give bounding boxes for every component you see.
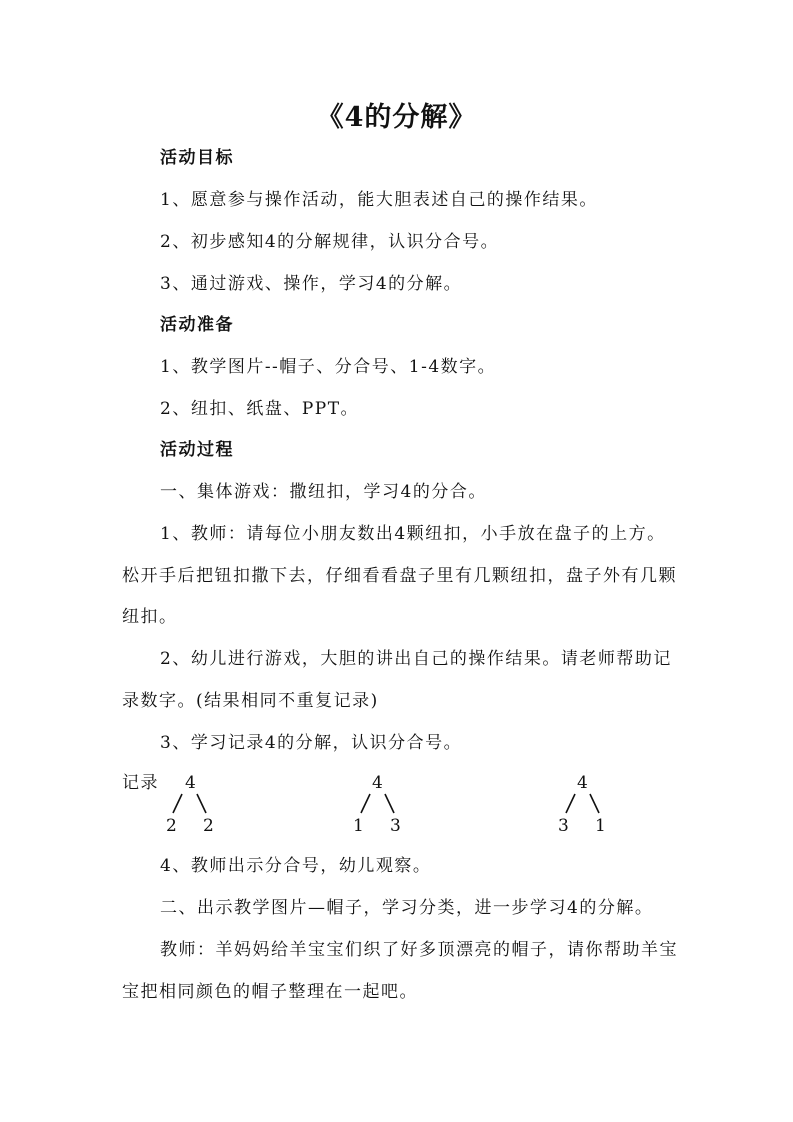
decomposition-1-right: 2 [203,816,214,836]
teacher-line-2: 宝把相同颜色的帽子整理在一起吧。 [122,982,418,1002]
teacher-line-1: 教师：羊妈妈给羊宝宝们织了好多顶漂亮的帽子，请你帮助羊宝 [160,940,678,960]
process-paragraph-1-line-1: 1、教师：请每位小朋友数出4颗纽扣，小手放在盘子的上方。 [160,524,666,544]
prep-item-2: 2、纽扣、纸盘、PPT。 [160,399,360,419]
process-paragraph-4: 4、教师出示分合号，幼儿观察。 [160,856,432,876]
branch-lines-1 [170,793,210,815]
process-paragraph-2-line-1: 2、幼儿进行游戏，大胆的讲出自己的操作结果。请老师帮助记 [160,649,672,669]
decomposition-1-total: 4 [185,773,196,793]
decomposition-3-right: 1 [595,816,606,836]
decomposition-3-left: 3 [558,816,569,836]
goal-item-1: 1、愿意参与操作活动，能大胆表述自己的操作结果。 [160,190,598,210]
record-label: 记录 [122,773,159,793]
decomposition-3-total: 4 [577,773,588,793]
process-part-2: 二、出示教学图片—帽子，学习分类，进一步学习4的分解。 [160,898,654,918]
prep-item-1: 1、教学图片--帽子、分合号、1-4数字。 [160,357,497,377]
decomposition-2-left: 1 [353,816,364,836]
process-part-1: 一、集体游戏：撒纽扣，学习4的分合。 [160,482,487,502]
branch-lines-3 [563,793,603,815]
heading-goals: 活动目标 [160,148,234,168]
process-paragraph-3: 3、学习记录4的分解，认识分合号。 [160,733,463,753]
process-paragraph-1-line-2: 松开手后把钮扣撒下去，仔细看看盘子里有几颗纽扣，盘子外有几颗 [122,566,677,586]
goal-item-3: 3、通过游戏、操作，学习4的分解。 [160,274,463,294]
page-title: 《4的分解》 [316,102,477,133]
process-paragraph-2-line-2: 录数字。(结果相同不重复记录) [122,691,379,711]
decomposition-1-left: 2 [166,816,177,836]
goal-item-2: 2、初步感知4的分解规律，认识分合号。 [160,232,500,252]
heading-prep: 活动准备 [160,315,234,335]
decomposition-2-right: 3 [390,816,401,836]
heading-process: 活动过程 [160,440,234,460]
process-paragraph-1-line-3: 纽扣。 [122,607,178,627]
branch-lines-2 [358,793,398,815]
decomposition-2-total: 4 [372,773,383,793]
